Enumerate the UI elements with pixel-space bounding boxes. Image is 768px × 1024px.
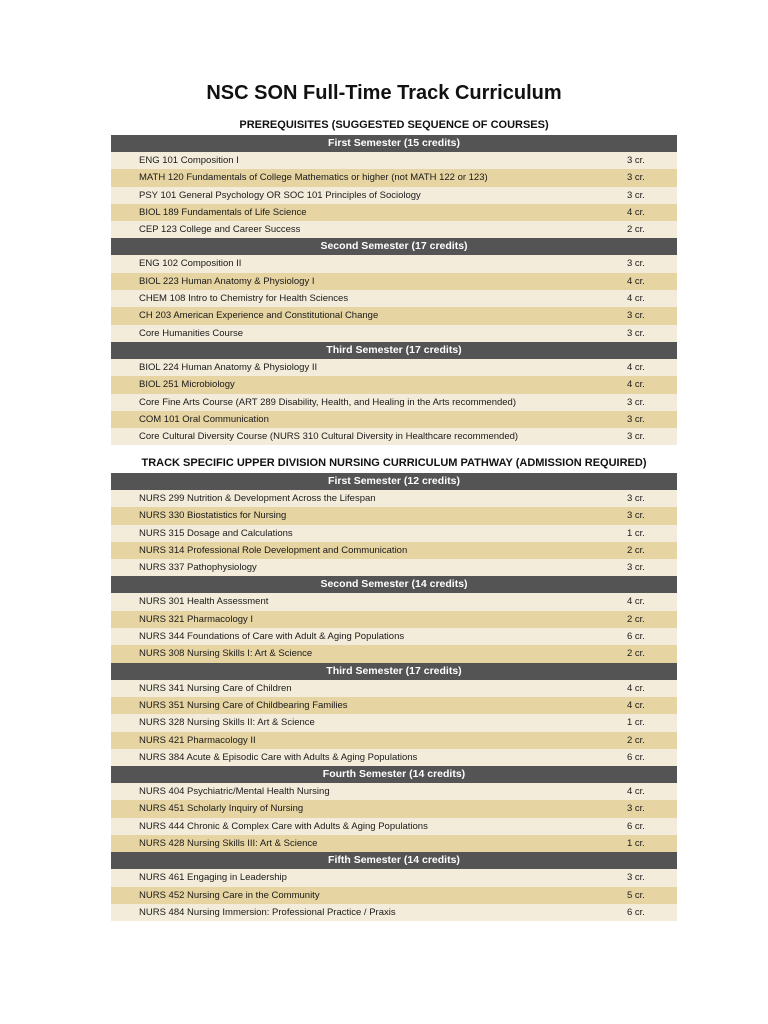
course-credits: 3 cr.	[627, 413, 645, 425]
course-credits: 4 cr.	[627, 293, 645, 305]
course-name: NURS 344 Foundations of Care with Adult & Aging Populations	[139, 631, 405, 643]
course-row	[111, 221, 677, 238]
course-name: CHEM 108 Intro to Chemistry for Health Sciences	[139, 293, 349, 305]
course-name: Core Humanities Course	[139, 327, 244, 339]
course-row	[111, 359, 677, 376]
course-credits: 3 cr.	[627, 258, 645, 270]
course-credits: 4 cr.	[627, 596, 645, 608]
course-credits: 3 cr.	[627, 310, 645, 322]
course-row	[111, 904, 677, 921]
course-name: CH 203 American Experience and Constitutional Change	[139, 310, 379, 322]
course-credits: 3 cr.	[627, 155, 645, 166]
semester-header: Second Semester (14 credits)	[111, 576, 677, 593]
course-row	[111, 835, 677, 852]
course-credits: 4 cr.	[627, 379, 645, 391]
course-row	[111, 290, 677, 307]
course-name: NURS 421 Pharmacology II	[139, 734, 256, 746]
course-name: NURS 328 Nursing Skills II: Art & Science	[139, 717, 315, 729]
course-credits: 3 cr.	[627, 396, 645, 408]
course-name: NURS 301 Health Assessment	[139, 596, 269, 608]
course-row	[111, 559, 677, 576]
course-row	[111, 869, 677, 886]
course-row	[111, 394, 677, 411]
course-row	[111, 411, 677, 428]
course-row	[111, 490, 677, 507]
course-credits: 2 cr.	[627, 224, 645, 236]
semester-header: Fourth Semester (14 credits)	[111, 766, 677, 783]
course-name: NURS 428 Nursing Skills III: Art & Science	[139, 838, 318, 850]
course-credits: 4 cr.	[627, 682, 645, 694]
course-row	[111, 525, 677, 542]
course-name: BIOL 189 Fundamentals of Life Science	[139, 206, 307, 218]
course-name: NURS 484 Nursing Immersion: Professional Practice / Praxis	[139, 906, 396, 918]
course-row	[111, 887, 677, 904]
course-credits: 6 cr.	[627, 820, 645, 832]
section-heading-prerequisites: PREREQUISITES (SUGGESTED SEQUENCE OF COURSES)	[239, 119, 549, 131]
course-row	[111, 645, 677, 662]
course-row	[111, 307, 677, 324]
course-row	[111, 428, 677, 445]
course-name: NURS 351 Nursing Care of Childbearing Families	[139, 699, 348, 711]
course-credits: 3 cr.	[627, 189, 645, 201]
course-credits: 3 cr.	[627, 493, 645, 504]
course-credits: 4 cr.	[627, 206, 645, 218]
course-name: COM 101 Oral Communication	[139, 413, 269, 425]
course-name: BIOL 224 Human Anatomy & Physiology II	[139, 361, 318, 373]
course-name: NURS 452 Nursing Care in the Community	[139, 889, 320, 901]
course-credits: 2 cr.	[627, 734, 645, 746]
course-name: ENG 101 Composition I	[139, 155, 239, 166]
course-name: BIOL 251 Microbiology	[139, 379, 235, 391]
course-row	[111, 376, 677, 393]
course-credits: 4 cr.	[627, 361, 645, 373]
course-name: ENG 102 Composition II	[139, 258, 242, 270]
course-name: NURS 321 Pharmacology I	[139, 613, 254, 625]
course-name: CEP 123 College and Career Success	[139, 224, 301, 236]
course-row	[111, 325, 677, 342]
course-row	[111, 255, 677, 272]
course-row	[111, 800, 677, 817]
course-credits: 1 cr.	[627, 838, 645, 850]
course-row	[111, 732, 677, 749]
course-row	[111, 273, 677, 290]
course-name: Core Cultural Diversity Course (NURS 310 Cultural Diversity in Healthcare recommended)	[139, 431, 519, 443]
course-credits: 3 cr.	[627, 172, 645, 184]
course-row	[111, 783, 677, 800]
course-row	[111, 542, 677, 559]
section-heading-nursing-pathway: TRACK SPECIFIC UPPER DIVISION NURSING CURRICULUM PATHWAY (ADMISSION REQUIRED)	[141, 457, 647, 469]
course-credits: 3 cr.	[627, 510, 645, 522]
course-row	[111, 204, 677, 221]
course-row	[111, 714, 677, 731]
course-credits: 4 cr.	[627, 275, 645, 287]
course-row	[111, 611, 677, 628]
course-row	[111, 680, 677, 697]
course-credits: 3 cr.	[627, 327, 645, 339]
course-row	[111, 187, 677, 204]
course-name: NURS 341 Nursing Care of Children	[139, 682, 292, 694]
semester-header: First Semester (15 credits)	[111, 135, 677, 152]
course-credits: 6 cr.	[627, 751, 645, 763]
course-credits: 1 cr.	[627, 717, 645, 729]
semester-header: Third Semester (17 credits)	[111, 663, 677, 680]
course-credits: 5 cr.	[627, 889, 645, 901]
course-row	[111, 749, 677, 766]
course-credits: 2 cr.	[627, 613, 645, 625]
course-name: NURS 444 Chronic & Complex Care with Adults & Aging Populations	[139, 820, 428, 832]
course-credits: 3 cr.	[627, 803, 645, 815]
semester-header: Fifth Semester (14 credits)	[111, 852, 677, 869]
course-row	[111, 169, 677, 186]
course-row	[111, 697, 677, 714]
course-credits: 2 cr.	[627, 544, 645, 556]
semester-header: First Semester (12 credits)	[111, 473, 677, 490]
course-name: NURS 314 Professional Role Development and Communication	[139, 544, 408, 556]
course-row	[111, 628, 677, 645]
course-name: NURS 330 Biostatistics for Nursing	[139, 510, 287, 522]
course-name: MATH 120 Fundamentals of College Mathematics or higher (not MATH 122 or 123)	[139, 172, 488, 184]
course-row	[111, 507, 677, 524]
course-row	[111, 152, 677, 169]
semester-header: Third Semester (17 credits)	[111, 342, 677, 359]
course-name: NURS 315 Dosage and Calculations	[139, 527, 293, 539]
course-name: NURS 404 Psychiatric/Mental Health Nursing	[139, 786, 330, 798]
course-credits: 1 cr.	[627, 527, 645, 539]
course-name: Core Fine Arts Course (ART 289 Disability, Health, and Healing in the Arts recommended)	[139, 396, 517, 408]
course-credits: 6 cr.	[627, 631, 645, 643]
course-credits: 2 cr.	[627, 648, 645, 660]
course-name: NURS 451 Scholarly Inquiry of Nursing	[139, 803, 304, 815]
course-name: NURS 461 Engaging in Leadership	[139, 872, 287, 884]
semester-header: Second Semester (17 credits)	[111, 238, 677, 255]
course-row	[111, 818, 677, 835]
course-name: NURS 337 Pathophysiology	[139, 562, 257, 574]
course-name: NURS 384 Acute & Episodic Care with Adults & Aging Populations	[139, 751, 418, 763]
course-row	[111, 593, 677, 610]
course-name: NURS 308 Nursing Skills I: Art & Science	[139, 648, 313, 660]
course-credits: 3 cr.	[627, 872, 645, 884]
prerequisites-table	[111, 135, 677, 445]
course-name: NURS 299 Nutrition & Development Across the Lifespan	[139, 493, 376, 504]
course-credits: 4 cr.	[627, 699, 645, 711]
course-credits: 4 cr.	[627, 786, 645, 798]
course-name: BIOL 223 Human Anatomy & Physiology I	[139, 275, 315, 287]
page-title: NSC SON Full-Time Track Curriculum	[206, 82, 562, 104]
nursing-pathway-table	[111, 473, 677, 921]
course-credits: 3 cr.	[627, 562, 645, 574]
course-credits: 6 cr.	[627, 906, 645, 918]
course-name: PSY 101 General Psychology OR SOC 101 Principles of Sociology	[139, 189, 421, 201]
course-credits: 3 cr.	[627, 431, 645, 443]
